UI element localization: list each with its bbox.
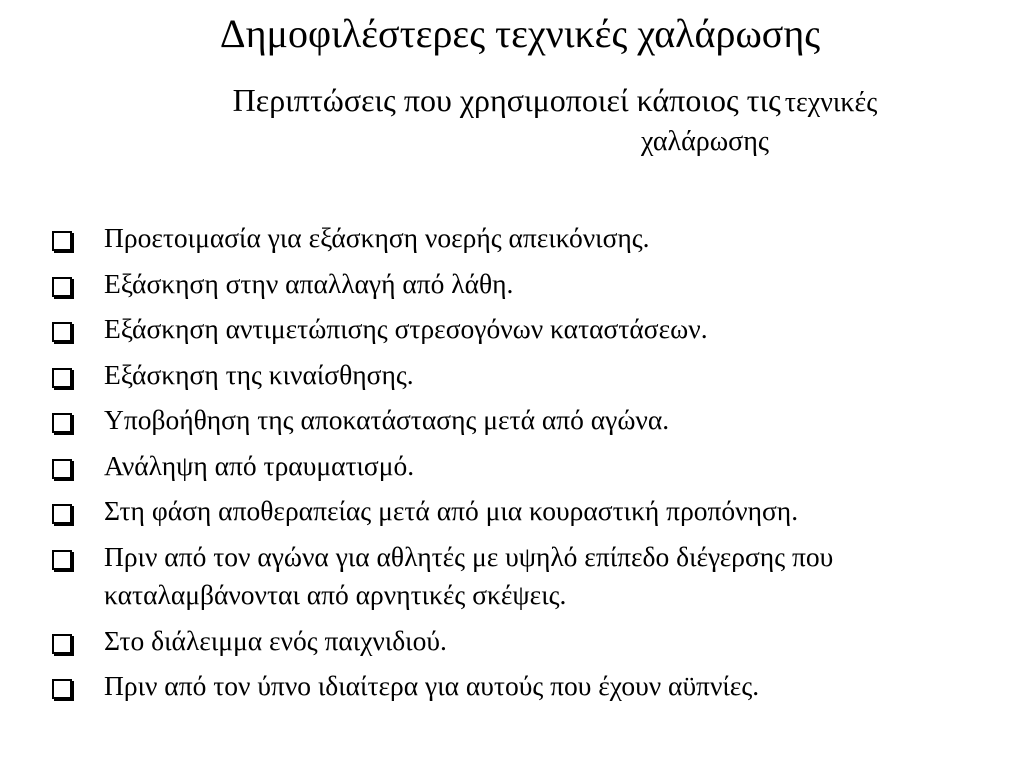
checkbox-square-icon bbox=[52, 322, 72, 342]
list-item-text: Στο διάλειμμα ενός παιχνιδιού. bbox=[104, 624, 447, 656]
list-item bbox=[0, 492, 1024, 531]
subtitle-lead: Περιπτώσεις που χρησιμοποιεί κάποιος τις bbox=[232, 82, 781, 118]
list-item bbox=[0, 622, 1024, 661]
list-item-text: Πριν από τον ύπνο ιδιαίτερα για αυτούς που έχουν αϋπνίες. bbox=[104, 670, 760, 701]
list-item bbox=[0, 538, 1024, 615]
checkbox-square-icon bbox=[52, 550, 72, 570]
checkbox-square-icon bbox=[52, 634, 72, 654]
checkbox-square-icon bbox=[52, 459, 72, 479]
list-item-text: Στη φάση αποθεραπείας μετά από μια κουραστική προπόνηση. bbox=[104, 495, 799, 526]
list-item-text: Εξάσκηση αντιμετώπισης στρεσογόνων καταστάσεων. bbox=[104, 313, 708, 344]
list-item bbox=[0, 447, 1024, 486]
list-item-text: Προετοιμασία για εξάσκηση νοερής απεικόνισης. bbox=[104, 222, 650, 253]
list-item-text: Πριν από τον αγώνα για αθλητές με υψηλό επίπεδο διέγερσης που καταλαμβάνονται από αρνητικές σκέψεις. bbox=[104, 540, 834, 610]
list-item-text: Εξάσκηση της κιναίσθησης. bbox=[104, 358, 414, 390]
list-item bbox=[0, 667, 1024, 706]
list-item bbox=[0, 219, 1024, 258]
subtitle-line2: χαλάρωσης bbox=[641, 126, 769, 157]
slide-subtitle bbox=[140, 80, 970, 157]
subtitle-tail: τεχνικές bbox=[784, 87, 878, 118]
list-item-text: Υποβοήθηση της αποκατάστασης μετά από αγώνα. bbox=[104, 404, 670, 435]
checkbox-square-icon bbox=[52, 679, 72, 699]
slide-title: Δημοφιλέστερες τεχνικές χαλάρωσης bbox=[219, 11, 821, 56]
bullet-list bbox=[0, 219, 1024, 713]
list-item bbox=[0, 356, 1024, 395]
checkbox-square-icon bbox=[52, 413, 72, 433]
checkbox-square-icon bbox=[52, 368, 72, 388]
list-item bbox=[0, 310, 1024, 349]
checkbox-square-icon bbox=[52, 504, 72, 524]
list-item bbox=[0, 265, 1024, 304]
list-item bbox=[0, 401, 1024, 440]
checkbox-square-icon bbox=[52, 231, 72, 251]
list-item-text: Εξάσκηση στην απαλλαγή από λάθη. bbox=[104, 267, 514, 299]
checkbox-square-icon bbox=[52, 277, 72, 297]
list-item-text: Ανάληψη από τραυματισμό. bbox=[104, 449, 415, 481]
